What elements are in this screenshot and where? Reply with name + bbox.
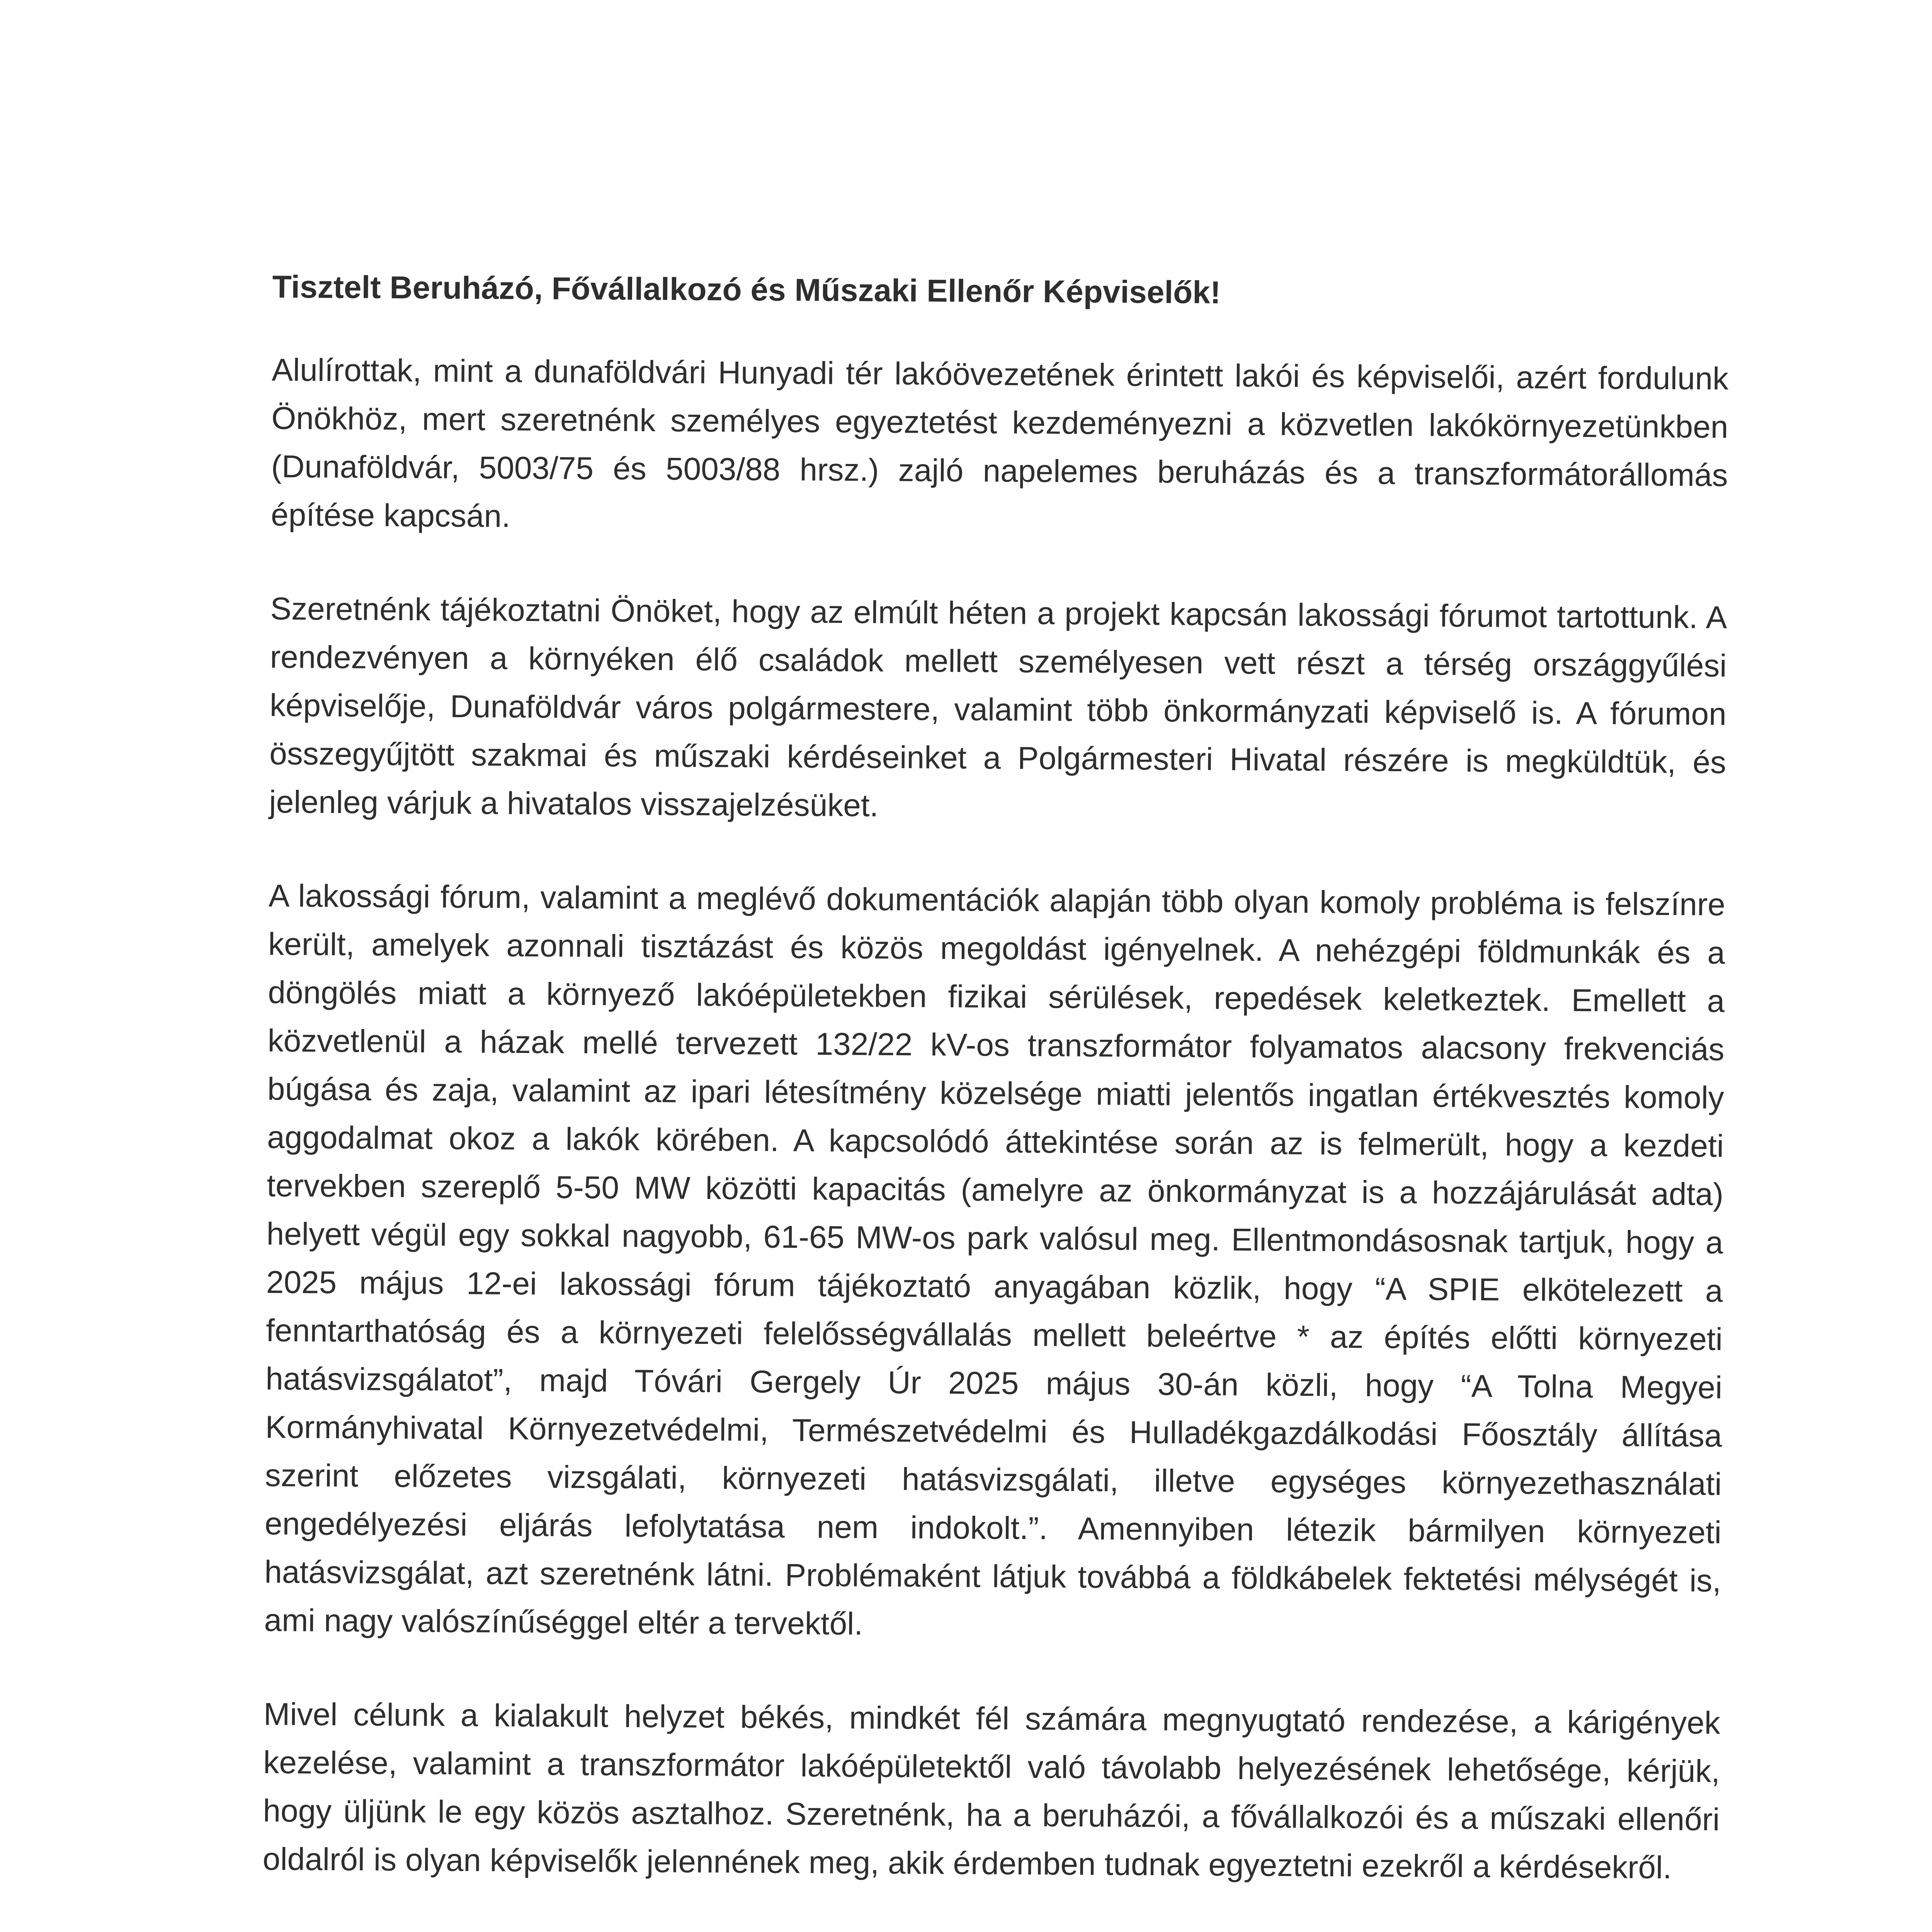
letter-body xyxy=(260,263,1729,1932)
salutation: Tisztelt Beruházó, Fővállalkozó és Műszaki Ellenőr Képviselők! xyxy=(272,269,1221,310)
paragraph-forum: Szeretnénk tájékoztatni Önöket, hogy az elmúlt héten a projekt kapcsán lakossági fórumot tartottunk. A rendezvényen a környéken élő családok mellett személyesen vett részt a térség országgyűlési képviselője, Dunaföldvár város polgármestere, valamint több önkormányzati képviselő is. A fórumon összegyűjtött szakmai és műszaki kérdéseinket a Polgármesteri Hivatal részére is megküldtük, és jelenleg várjuk a hivatalos visszajelzésüket. xyxy=(269,591,1727,823)
paragraph-request: Mivel célunk a kialakult helyzet békés, mindkét fél számára megnyugtató rendezése, a kárigények kezelése, valamint a transzformátor lakóépületektől való távolabb helyezésének lehetősége, kérjük, hogy üljünk le egy közös asztalhoz. Szeretnénk, ha a beruházói, a fővállalkozói és a műszaki ellenőri oldalról is olyan képviselők jelennének meg, akik érdemben tudnak egyeztetni ezekről a kérdésekről. xyxy=(262,1696,1721,1886)
meeting-location xyxy=(262,1929,1719,1932)
paragraph-introduction: Alulírottak, mint a dunaföldvári Hunyadi tér lakóövezetének érintett lakói és képviselői, azért fordulunk Önökhöz, mert szeretnénk személyes egyeztetést kezdeményezni a közvetlen lakókörnyezetünkben (Dunaföldvár, 5003/75 és 5003/88 hrsz.) zajló napelemes beruházás és a transzformátorállomás építése kapcsán. xyxy=(270,352,1729,534)
paragraph-problems: A lakossági fórum, valamint a meglévő dokumentációk alapján több olyan komoly probléma is felszínre került, amelyek azonnali tisztázást és közös megoldást igényelnek. A nehézgépi földmunkák és a döngölés miatt a környező lakóépületekben fizikai sérülések, repedések keletkeztek. Emellett a közvetlenül a házak mellé tervezett 132/22 kV-os transzformátor folyamatos alacsony frekvenciás búgása és zaja, valamint az ipari létesítmény közelsége miatti jelentős ingatlan értékvesztés komoly aggodalmat okoz a lakók körében. A kapcsolódó áttekintése során az is felmerült, hogy a kezdeti tervekben szereplő 5-50 MW közötti kapacitás (amelyre az önkormányzat is a hozzájárulását adta) helyett végül egy sokkal nagyobb, 61-65 MW-os park valósul meg. Ellentmondásosnak tartjuk, hogy a 2025 május 12-ei lakossági fórum tájékoztató anyagában közlik, hogy “A SPIE elkötelezett a fenntarthatóság és a környezeti felelősségvállalás mellett beleértve * az építés előtti környezeti hatásvizsgálatot”, majd Tóvári Gergely Úr 2025 május 30-án közli, hogy “A Tolna Megyei Kormányhivatal Környezetvédelmi, Természetvédelmi és Hulladékgazdálkodási Főosztály állítása szerint előzetes vizsgálati, környezeti hatásvizsgálati, illetve egységes környezethasználati engedélyezési eljárás lefolytatása nem indokolt.”. Amennyiben létezik bármilyen környezeti hatásvizsgálat, azt szeretnénk látni. Problémaként látjuk továbbá a földkábelek fektetési mélységét is, ami nagy valószínűséggel eltér a tervektől. xyxy=(264,878,1726,1642)
